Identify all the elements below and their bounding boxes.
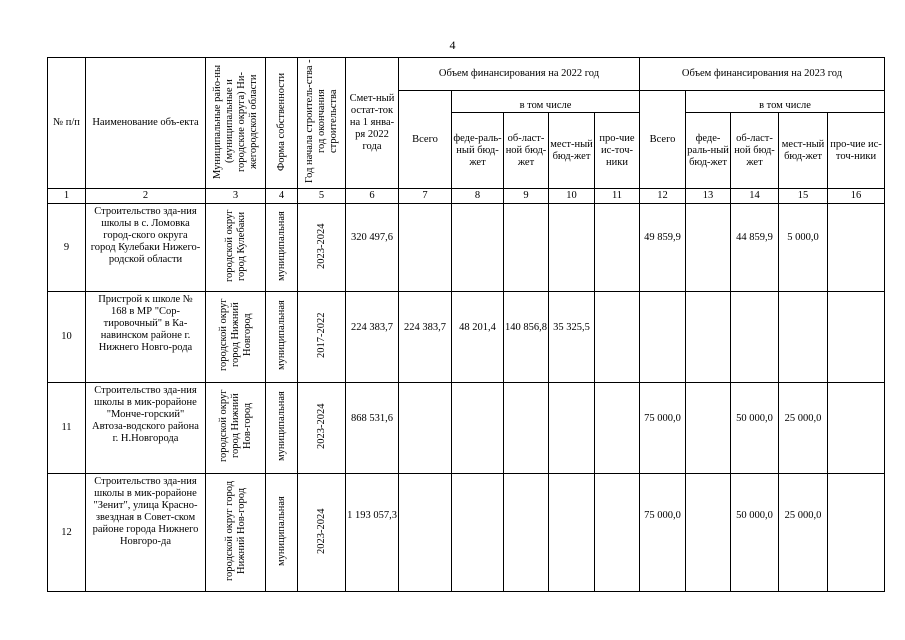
table-row [48, 292, 885, 383]
col-number: 11 [595, 189, 640, 204]
total-2022: 224 383,7 [399, 292, 452, 383]
col-number: 4 [266, 189, 298, 204]
funding-table [47, 57, 885, 592]
total-2022 [399, 474, 452, 592]
col-number: 14 [731, 189, 779, 204]
municipality-cell: городской округ город Нижний Нов-город [206, 474, 266, 592]
ownership-cell: муниципальная [266, 474, 298, 592]
regional-2022 [504, 383, 549, 474]
balance-cell: 320 497,6 [346, 204, 399, 292]
header-num: № п/п [48, 58, 86, 189]
header-fin-2023: Объем финансирования на 2023 год [640, 58, 885, 91]
col-number: 2 [86, 189, 206, 204]
municipality-cell: городской округ город Нижний Нов-город [206, 383, 266, 474]
regional-2023: 50 000,0 [731, 474, 779, 592]
total-2023: 49 859,9 [640, 204, 686, 292]
header-balance: Смет-ный остат-ток на 1 янва-ря 2022 года [346, 58, 399, 189]
regional-2023 [731, 292, 779, 383]
federal-2022: 48 201,4 [452, 292, 504, 383]
col-number: 9 [504, 189, 549, 204]
col-number: 10 [549, 189, 595, 204]
total-2023: 75 000,0 [640, 474, 686, 592]
total-2023: 75 000,0 [640, 383, 686, 474]
local-2022 [549, 204, 595, 292]
col-number: 6 [346, 189, 399, 204]
header-federal-2023: феде-раль-ный бюд-жет [686, 113, 731, 189]
header-federal-2022: феде-раль-ный бюд-жет [452, 113, 504, 189]
header-other-2022: про-чие ис-точ-ники [595, 113, 640, 189]
header-regional-2022: об-ласт-ной бюд-жет [504, 113, 549, 189]
federal-2022 [452, 383, 504, 474]
row-number: 9 [48, 204, 86, 292]
other-2023 [828, 383, 885, 474]
object-name: Строительство зда-ния школы в мик-рорайоне "Зенит", улица Красно-звездная в Совет-ском районе города Нижнего Новгоро-да [86, 474, 206, 592]
col-number: 3 [206, 189, 266, 204]
other-2022 [595, 474, 640, 592]
header-years: Год начала строитель-ства - год окончания строительства [298, 58, 346, 189]
other-2022 [595, 383, 640, 474]
other-2023 [828, 204, 885, 292]
object-name: Строительство зда-ния школы в с. Ломовка город-ского округа город Кулебаки Нижего-родской области [86, 204, 206, 292]
other-2023 [828, 474, 885, 592]
years-cell: 2023-2024 [298, 204, 346, 292]
other-2022 [595, 204, 640, 292]
years-cell: 2023-2024 [298, 474, 346, 592]
col-number: 12 [640, 189, 686, 204]
header-municipality: Муниципальные райо-ны (муниципальные и городские округа) Ни-жегородской области [206, 58, 266, 189]
col-number: 5 [298, 189, 346, 204]
total-2022 [399, 383, 452, 474]
regional-2023: 44 859,9 [731, 204, 779, 292]
row-number: 10 [48, 292, 86, 383]
page-number: 4 [449, 38, 456, 52]
row-number: 12 [48, 474, 86, 592]
table-row [48, 204, 885, 292]
header-row-1 [48, 58, 885, 91]
col-number: 1 [48, 189, 86, 204]
municipality-cell: городской округ город Нижний Новгород [206, 292, 266, 383]
federal-2023 [686, 292, 731, 383]
years-cell: 2023-2024 [298, 383, 346, 474]
header-incl-2022: в том числе [452, 91, 640, 113]
col-number: 15 [779, 189, 828, 204]
object-name: Пристрой к школе № 168 в МР "Сор-тировочный" в Ка-навинском районе г. Нижнего Новго-рода [86, 292, 206, 383]
header-local-2023: мест-ный бюд-жет [779, 113, 828, 189]
local-2023: 5 000,0 [779, 204, 828, 292]
col-number: 8 [452, 189, 504, 204]
regional-2022 [504, 204, 549, 292]
other-2023 [828, 292, 885, 383]
object-name: Строительство зда-ния школы в мик-рорайоне "Мончe-горский" Автоза-водского района г. Н.Новгорода [86, 383, 206, 474]
col-number: 7 [399, 189, 452, 204]
local-2023: 25 000,0 [779, 474, 828, 592]
total-2023 [640, 292, 686, 383]
federal-2023 [686, 383, 731, 474]
federal-2023 [686, 474, 731, 592]
table-row [48, 474, 885, 592]
local-2023 [779, 292, 828, 383]
local-2022 [549, 383, 595, 474]
regional-2022 [504, 474, 549, 592]
header-regional-2023: об-ласт-ной бюд-жет [731, 113, 779, 189]
header-total-2022: Всего [399, 91, 452, 189]
years-cell: 2017-2022 [298, 292, 346, 383]
header-incl-2023: в том числе [686, 91, 885, 113]
regional-2023: 50 000,0 [731, 383, 779, 474]
column-numbers-row [48, 189, 885, 204]
ownership-cell: муниципальная [266, 383, 298, 474]
col-number: 13 [686, 189, 731, 204]
header-name: Наименование объ-екта [86, 58, 206, 189]
header-local-2022: мест-ный бюд-жет [549, 113, 595, 189]
table-row [48, 383, 885, 474]
municipality-cell: городской округ город Кулебаки [206, 204, 266, 292]
local-2022 [549, 474, 595, 592]
ownership-cell: муниципальная [266, 292, 298, 383]
header-ownership: Форма собственности [266, 58, 298, 189]
header-other-2023: про-чие ис-точ-ники [828, 113, 885, 189]
federal-2022 [452, 474, 504, 592]
federal-2023 [686, 204, 731, 292]
federal-2022 [452, 204, 504, 292]
ownership-cell: муниципальная [266, 204, 298, 292]
balance-cell: 868 531,6 [346, 383, 399, 474]
total-2022 [399, 204, 452, 292]
row-number: 11 [48, 383, 86, 474]
balance-cell: 1 193 057,3 [346, 474, 399, 592]
col-number: 16 [828, 189, 885, 204]
local-2022: 35 325,5 [549, 292, 595, 383]
balance-cell: 224 383,7 [346, 292, 399, 383]
other-2022 [595, 292, 640, 383]
header-total-2023: Всего [640, 91, 686, 189]
header-fin-2022: Объем финансирования на 2022 год [399, 58, 640, 91]
regional-2022: 140 856,8 [504, 292, 549, 383]
local-2023: 25 000,0 [779, 383, 828, 474]
